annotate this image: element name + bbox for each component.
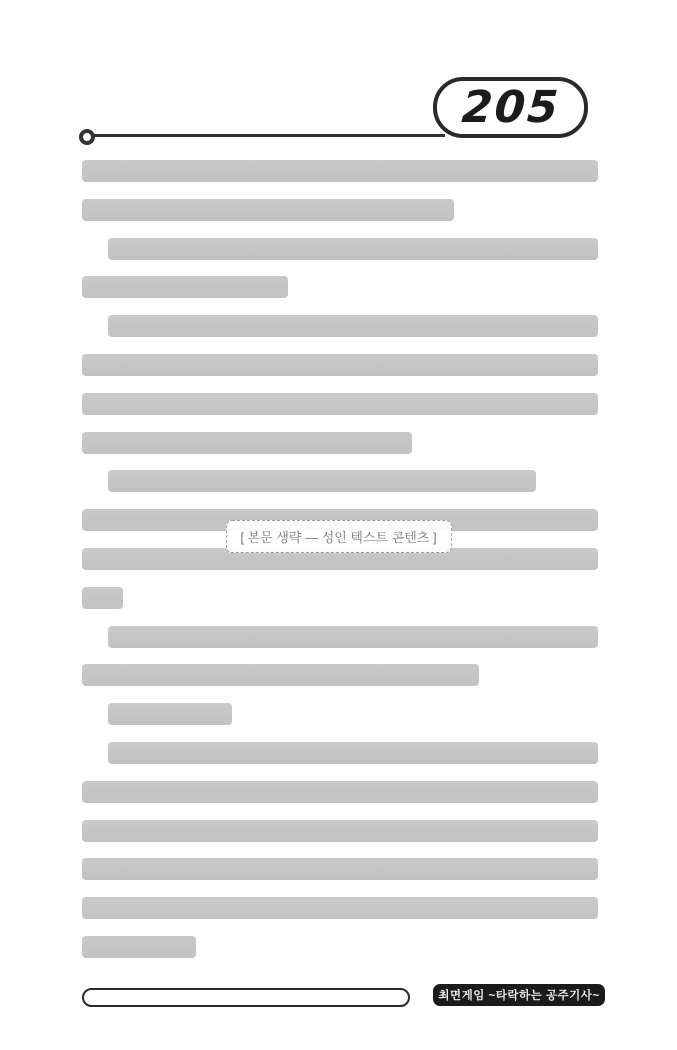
page-number: 205 xyxy=(459,82,562,133)
redacted-text-line xyxy=(82,160,598,182)
redacted-text-line xyxy=(108,470,536,492)
series-title: 최면게임 ~타락하는 공주기사~ xyxy=(438,990,600,1002)
redacted-text-line xyxy=(82,199,454,221)
redaction-note: [ 본문 생략 — 성인 텍스트 콘텐츠 ] xyxy=(225,520,451,553)
redacted-text-line xyxy=(82,432,412,454)
footer-decorative-pill xyxy=(82,988,410,1007)
series-title-badge xyxy=(433,984,605,1006)
redacted-text-line xyxy=(108,742,598,764)
redacted-text-line xyxy=(82,897,598,919)
redacted-text-line xyxy=(108,315,598,337)
header-rule-ring-icon xyxy=(79,129,95,145)
redacted-text-line xyxy=(108,238,598,260)
redacted-text-line xyxy=(82,393,598,415)
redacted-text-line xyxy=(82,858,598,880)
redacted-text-line xyxy=(82,276,288,298)
body-text-block xyxy=(82,160,598,975)
redacted-text-line xyxy=(82,354,598,376)
redacted-text-line xyxy=(82,781,598,803)
redacted-text-line xyxy=(108,703,232,725)
redacted-text-line xyxy=(82,936,196,958)
redacted-text-line xyxy=(82,587,123,609)
page-number-badge xyxy=(433,77,588,138)
redacted-text-line xyxy=(108,626,598,648)
header-rule xyxy=(92,134,445,137)
redacted-text-line xyxy=(82,820,598,842)
redacted-text-line xyxy=(82,664,479,686)
